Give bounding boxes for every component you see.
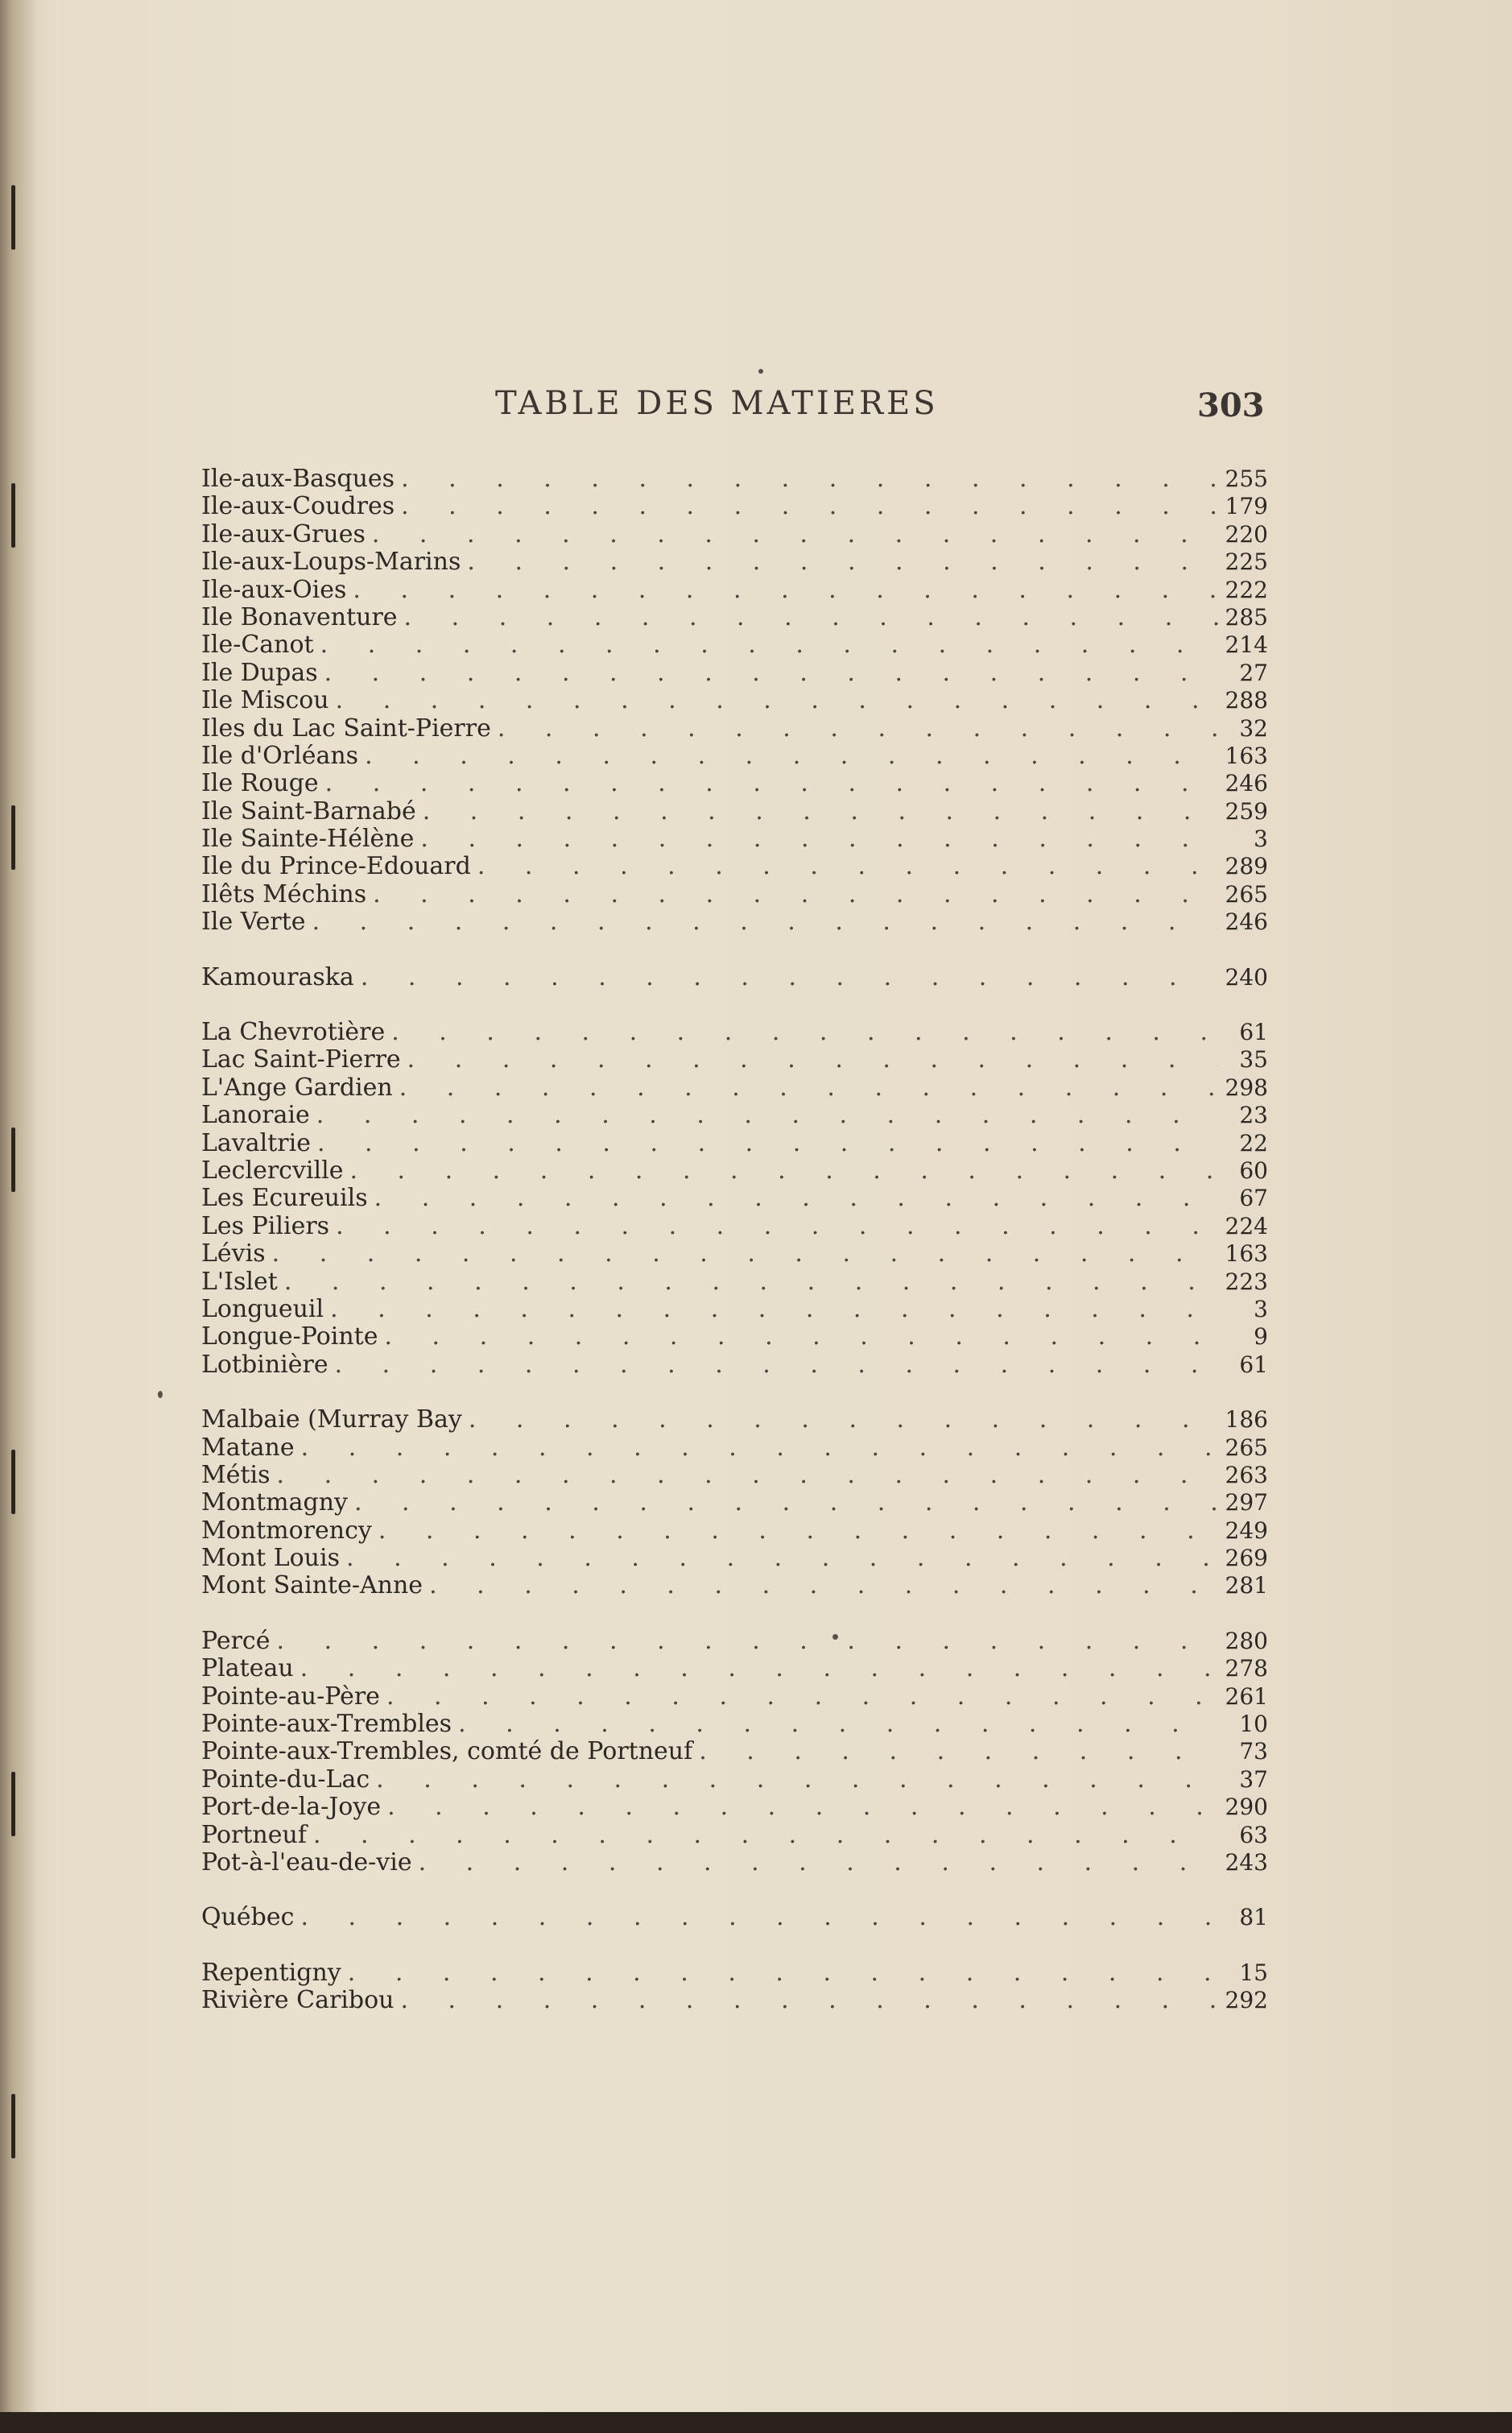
entry-name: Pointe-au-Père <box>201 1682 380 1711</box>
dot-leader <box>373 881 1218 908</box>
toc-entry <box>201 631 1268 659</box>
dot-leader <box>348 1959 1218 1987</box>
toc-entry <box>201 1987 1268 2014</box>
dot-leader <box>384 1323 1218 1351</box>
toc-group <box>201 1628 1268 1877</box>
dot-leader <box>349 1157 1218 1185</box>
entry-page-number: 37 <box>1239 1765 1268 1793</box>
entry-name: Mont Louis <box>201 1544 340 1573</box>
entry-page-number: 278 <box>1225 1655 1268 1682</box>
entry-name: Pointe-du-Lac <box>201 1765 370 1794</box>
entry-name: Malbaie (Murray Bay <box>201 1405 462 1434</box>
entry-name: Ile Rouge <box>201 769 319 798</box>
toc-entry <box>201 604 1268 631</box>
dot-leader <box>469 1406 1218 1434</box>
entry-page-number: 222 <box>1225 576 1268 603</box>
toc-entry <box>201 1046 1268 1074</box>
toc-entry <box>201 1351 1268 1379</box>
dot-leader <box>407 1046 1218 1074</box>
toc-group <box>201 465 1268 937</box>
entry-name: Percé <box>201 1626 271 1655</box>
dot-leader <box>300 1904 1218 1931</box>
toc-entry <box>201 1434 1268 1462</box>
entry-name: Kamouraska <box>201 962 354 991</box>
entry-page-number: 246 <box>1225 908 1268 936</box>
entry-page-number: 265 <box>1225 1434 1268 1461</box>
dot-leader <box>325 770 1218 797</box>
entry-page-number: 60 <box>1239 1157 1268 1184</box>
entry-name: Longueuil <box>201 1294 324 1323</box>
toc-entry <box>201 770 1268 797</box>
entry-page-number: 243 <box>1225 1848 1268 1876</box>
page-header <box>0 385 1512 433</box>
entry-name: Ile-aux-Grues <box>201 519 366 548</box>
binding-stitch <box>11 483 15 548</box>
entry-name: Ile Verte <box>201 908 306 937</box>
entry-name: Lanoraie <box>201 1101 310 1130</box>
dot-leader <box>699 1738 1218 1765</box>
dot-leader <box>365 743 1218 770</box>
page-number: 303 <box>1197 387 1265 424</box>
entry-page-number: 297 <box>1225 1489 1268 1516</box>
entry-page-number: 269 <box>1225 1545 1268 1572</box>
toc-entry <box>201 964 1268 991</box>
dot-leader <box>316 1102 1218 1129</box>
dot-leader <box>284 1268 1218 1296</box>
toc-entry <box>201 687 1268 714</box>
dot-leader <box>320 631 1218 659</box>
dot-leader <box>353 577 1218 604</box>
toc-entry <box>201 743 1268 770</box>
entry-name: Montmagny <box>201 1488 348 1517</box>
toc-entry <box>201 1738 1268 1765</box>
toc-entry <box>201 1572 1268 1599</box>
toc-group <box>201 1019 1268 1379</box>
dot-leader <box>317 1130 1218 1157</box>
entry-name: Ile du Prince-Edouard <box>201 852 471 881</box>
entry-name: Pointe-aux-Trembles <box>201 1710 452 1739</box>
toc-entry <box>201 1822 1268 1849</box>
dot-leader <box>336 1213 1218 1240</box>
ink-speck <box>758 369 763 374</box>
dot-leader <box>313 1822 1218 1849</box>
toc-entry <box>201 1102 1268 1129</box>
entry-name: Lotbinière <box>201 1350 328 1379</box>
dot-leader <box>401 465 1218 493</box>
entry-page-number: 3 <box>1254 1295 1268 1322</box>
entry-page-number: 223 <box>1225 1268 1268 1295</box>
toc-entry <box>201 1628 1268 1655</box>
page-binding <box>0 0 37 2433</box>
binding-stitch <box>11 1128 15 1192</box>
entry-name: Ile-aux-Basques <box>201 465 395 493</box>
entry-name: Ile Miscou <box>201 686 329 715</box>
dot-leader <box>374 1185 1218 1212</box>
toc-group <box>201 964 1268 991</box>
dot-leader <box>401 493 1218 520</box>
entry-page-number: 15 <box>1239 1959 1268 1986</box>
toc-entry <box>201 1489 1268 1516</box>
entry-name: Leclercville <box>201 1156 344 1185</box>
entry-page-number: 214 <box>1225 631 1268 659</box>
entry-page-number: 81 <box>1239 1904 1268 1931</box>
entry-page-number: 163 <box>1225 742 1268 769</box>
dot-leader <box>312 908 1218 936</box>
toc-entry <box>201 1157 1268 1185</box>
dot-leader <box>335 1351 1218 1379</box>
toc-entry <box>201 908 1268 936</box>
entry-name: L'Islet <box>201 1267 278 1296</box>
dot-leader <box>467 548 1218 576</box>
entry-name: L'Ange Gardien <box>201 1073 393 1102</box>
toc-entry <box>201 1406 1268 1434</box>
entry-name: Iles du Lac Saint-Pierre <box>201 714 491 743</box>
binding-stitch <box>11 185 15 250</box>
entry-name: Lévis <box>201 1239 266 1268</box>
entry-page-number: 280 <box>1225 1627 1268 1654</box>
binding-stitch <box>11 1450 15 1514</box>
entry-page-number: 67 <box>1239 1185 1268 1212</box>
dot-leader <box>277 1628 1219 1655</box>
toc-entry <box>201 1849 1268 1876</box>
dot-leader <box>498 715 1218 743</box>
toc-entry <box>201 1959 1268 1987</box>
toc-entry <box>201 548 1268 576</box>
toc-entry <box>201 521 1268 548</box>
entry-name: Ile-aux-Oies <box>201 575 347 604</box>
dot-leader <box>386 1683 1218 1711</box>
toc-entry <box>201 1766 1268 1794</box>
entry-page-number: 265 <box>1225 880 1268 908</box>
entry-name: Ile Dupas <box>201 658 318 687</box>
dot-leader <box>346 1545 1218 1572</box>
dot-leader <box>391 1019 1218 1046</box>
entry-name: Ile Bonaventure <box>201 602 398 631</box>
binding-stitch <box>11 2094 15 2158</box>
toc-entry <box>201 1213 1268 1240</box>
entry-page-number: 73 <box>1239 1738 1268 1765</box>
toc-entry <box>201 660 1268 687</box>
entry-page-number: 27 <box>1239 659 1268 686</box>
entry-page-number: 163 <box>1225 1240 1268 1268</box>
entry-page-number: 292 <box>1225 1987 1268 2014</box>
entry-name: Montmorency <box>201 1516 372 1545</box>
toc-entry <box>201 1185 1268 1212</box>
dot-leader <box>372 521 1218 548</box>
entry-name: Pointe-aux-Trembles, comté de Portneuf <box>201 1737 693 1766</box>
binding-stitch <box>11 805 15 870</box>
dot-leader <box>429 1572 1218 1599</box>
entry-page-number: 220 <box>1225 520 1268 548</box>
toc-entry <box>201 798 1268 825</box>
toc-group <box>201 1406 1268 1600</box>
entry-page-number: 32 <box>1239 714 1268 742</box>
dot-leader <box>300 1655 1218 1682</box>
entry-name: Portneuf <box>201 1820 307 1849</box>
dot-leader <box>420 825 1218 853</box>
dot-leader <box>354 1489 1218 1516</box>
toc-entry <box>201 465 1268 493</box>
entry-page-number: 224 <box>1225 1212 1268 1239</box>
dot-leader <box>376 1766 1218 1794</box>
entry-name: Lac Saint-Pierre <box>201 1045 401 1074</box>
toc-entry <box>201 1904 1268 1931</box>
toc-entry <box>201 577 1268 604</box>
entry-name: Lavaltrie <box>201 1128 311 1157</box>
dot-leader <box>400 1987 1218 2014</box>
toc-entry <box>201 1240 1268 1268</box>
entry-name: Québec <box>201 1903 295 1932</box>
entry-page-number: 240 <box>1225 963 1268 991</box>
entry-name: Plateau <box>201 1654 294 1683</box>
entry-page-number: 290 <box>1225 1794 1268 1821</box>
dot-leader <box>330 1296 1218 1323</box>
toc-entry <box>201 715 1268 743</box>
toc-entry <box>201 1130 1268 1157</box>
dot-leader <box>477 853 1218 880</box>
toc-entry <box>201 1517 1268 1545</box>
entry-name: La Chevrotière <box>201 1018 386 1047</box>
entry-name: Ile-aux-Coudres <box>201 492 395 521</box>
dot-leader <box>272 1240 1218 1268</box>
entry-name: Mont Sainte-Anne <box>201 1571 423 1600</box>
entry-name: Ile Saint-Barnabé <box>201 797 416 825</box>
toc-group <box>201 1959 1268 2015</box>
dot-leader <box>419 1849 1218 1876</box>
entry-page-number: 63 <box>1239 1821 1268 1848</box>
entry-page-number: 246 <box>1225 770 1268 797</box>
dot-leader <box>378 1517 1218 1545</box>
dot-leader <box>404 604 1218 631</box>
toc-entry <box>201 825 1268 853</box>
toc-entry <box>201 1711 1268 1738</box>
entry-name: Ile-Canot <box>201 631 314 660</box>
entry-name: Ilêts Méchins <box>201 879 367 908</box>
dot-leader <box>336 687 1218 714</box>
page-bottom-edge <box>0 2412 1512 2433</box>
toc-entry <box>201 1655 1268 1682</box>
entry-page-number: 3 <box>1254 825 1268 853</box>
toc-entry <box>201 1462 1268 1489</box>
entry-page-number: 255 <box>1225 465 1268 492</box>
toc-entry <box>201 1545 1268 1572</box>
entry-name: Longue-Pointe <box>201 1322 378 1351</box>
entry-name: Port-de-la-Joye <box>201 1793 382 1822</box>
entry-page-number: 259 <box>1225 797 1268 825</box>
entry-name: Pot-à-l'eau-de-vie <box>201 1848 412 1876</box>
entry-page-number: 285 <box>1225 603 1268 631</box>
entry-name: Matane <box>201 1433 295 1462</box>
toc-entry <box>201 881 1268 908</box>
dot-leader <box>301 1434 1218 1462</box>
entry-page-number: 22 <box>1239 1129 1268 1157</box>
dot-leader <box>387 1794 1218 1821</box>
table-of-contents <box>201 465 1268 2042</box>
entry-page-number: 289 <box>1225 853 1268 880</box>
dot-leader <box>423 798 1218 825</box>
entry-name: Repentigny <box>201 1958 341 1987</box>
entry-page-number: 35 <box>1239 1046 1268 1074</box>
entry-page-number: 288 <box>1225 687 1268 714</box>
toc-entry <box>201 1296 1268 1323</box>
toc-entry <box>201 1019 1268 1046</box>
entry-page-number: 61 <box>1239 1351 1268 1378</box>
toc-entry <box>201 1683 1268 1711</box>
dot-leader <box>277 1462 1218 1489</box>
toc-entry <box>201 1268 1268 1296</box>
entry-name: Rivière Caribou <box>201 1986 395 2015</box>
entry-name: Ile Sainte-Hélène <box>201 825 415 854</box>
entry-page-number: 249 <box>1225 1516 1268 1544</box>
entry-name: Ile d'Orléans <box>201 741 359 770</box>
entry-name: Ile-aux-Loups-Marins <box>201 548 461 577</box>
page-title: TABLE DES MATIERES <box>495 385 939 422</box>
toc-entry <box>201 493 1268 520</box>
ink-speck <box>158 1391 163 1398</box>
entry-name: Les Piliers <box>201 1211 330 1240</box>
entry-page-number: 225 <box>1225 548 1268 576</box>
entry-page-number: 9 <box>1254 1323 1268 1351</box>
toc-entry <box>201 853 1268 880</box>
entry-page-number: 263 <box>1225 1461 1268 1488</box>
entry-page-number: 179 <box>1225 493 1268 520</box>
dot-leader <box>399 1074 1218 1102</box>
toc-entry <box>201 1794 1268 1821</box>
entry-name: Métis <box>201 1460 271 1489</box>
toc-entry <box>201 1074 1268 1102</box>
entry-page-number: 10 <box>1239 1711 1268 1738</box>
entry-page-number: 186 <box>1225 1406 1268 1434</box>
entry-page-number: 23 <box>1239 1102 1268 1129</box>
dot-leader <box>458 1711 1218 1738</box>
dot-leader <box>361 964 1218 991</box>
entry-page-number: 298 <box>1225 1074 1268 1101</box>
toc-entry <box>201 1323 1268 1351</box>
toc-group <box>201 1904 1268 1931</box>
entry-page-number: 261 <box>1225 1682 1268 1710</box>
entry-name: Les Ecureuils <box>201 1184 368 1213</box>
dot-leader <box>324 660 1218 687</box>
binding-stitch <box>11 1772 15 1836</box>
entry-page-number: 281 <box>1225 1572 1268 1599</box>
entry-page-number: 61 <box>1239 1019 1268 1046</box>
